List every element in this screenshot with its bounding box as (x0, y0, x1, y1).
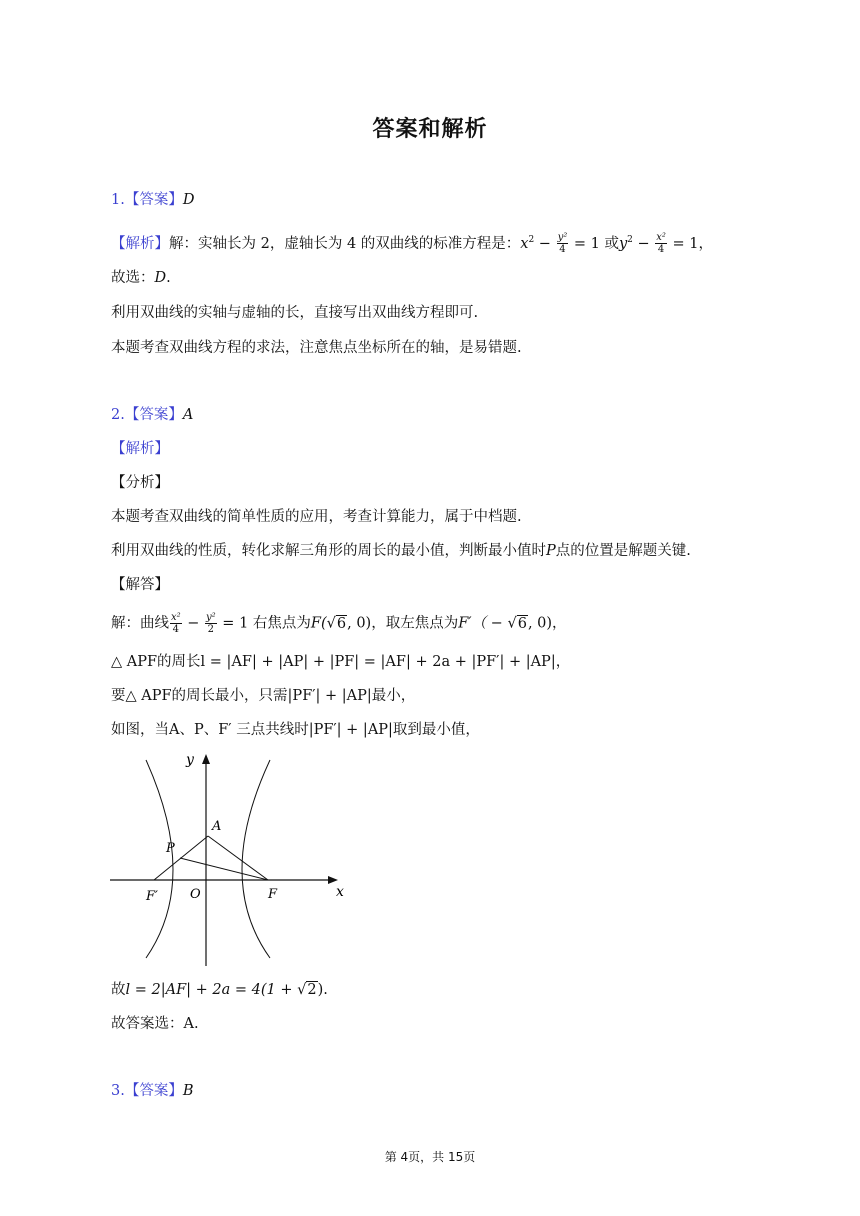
q2-analysis-line2-a: 利用双曲线的性质，转化求解三角形的周长的最小值，判断最小值时 (111, 543, 546, 559)
q3-answer-tag: 【答案】 (124, 1083, 183, 1099)
q1-eq1-denominator: 4 (559, 244, 566, 256)
q2-s1-focus2-end: , 0)， (527, 615, 567, 632)
q2-answer: A (182, 407, 194, 423)
q2-s1-prefix: 解：曲线 (111, 615, 169, 632)
q1-eq1-exp: 2 (528, 235, 535, 245)
y-axis-arrow (202, 754, 210, 764)
q1-choose-line (111, 268, 171, 288)
q2-conclusion-prefix: 故 (111, 982, 126, 998)
q2-s1-fraction2 (205, 612, 217, 635)
q2-conclusion-sqrt: 2 (307, 982, 317, 998)
q2-number: 2. (111, 407, 125, 423)
q2-analysis-line2 (111, 541, 691, 561)
page-footer: 第 4页，共 15页 (384, 1150, 476, 1164)
q1-method-line: 利用双曲线的实轴与虚轴的长，直接写出双曲线方程即可. (111, 305, 479, 321)
q1-or: 或 (604, 235, 619, 252)
hyperbola-left-branch (146, 760, 173, 958)
q1-answer-line (111, 190, 194, 210)
q2-solution-line4: 如图，当A、P、F′ 三点共线时|PF′| + |AP|取到最小值， (111, 722, 480, 738)
line-a-f (208, 836, 268, 880)
q1-eq2-denominator: 4 (657, 244, 665, 256)
q1-eq2-equals: = 1， (667, 235, 714, 252)
x-axis-arrow (328, 876, 338, 884)
q1-eq2-var: y (618, 235, 628, 252)
hyperbola-figure (110, 748, 350, 968)
q1-eq1-fraction (557, 232, 569, 255)
q2-answer-tag: 【答案】 (124, 407, 183, 423)
y-label: y (186, 752, 194, 768)
q1-eq2-exp: 2 (627, 235, 633, 245)
q1-eq2-minus: − (632, 235, 655, 252)
origin-label: O (190, 887, 201, 902)
q2-s1-minus: − (182, 615, 205, 632)
q1-solution-line (111, 230, 713, 255)
q1-eq1-var: x (520, 235, 529, 252)
q2-s1-den1: 4 (172, 624, 180, 635)
q2-s1-focus-end: , 0) (347, 615, 372, 632)
q2-final-line: 故答案选：A. (111, 1016, 199, 1032)
q1-answer-tag: 【答案】 (124, 192, 183, 208)
q1-eq2-fraction (655, 232, 667, 255)
q1-eq1-numerator: y² (557, 232, 568, 244)
line-p-f (180, 858, 268, 880)
q2-s1-num1: x² (171, 612, 181, 623)
q1-eq1-equals: = 1 (569, 235, 605, 252)
point-p-label: P (166, 841, 175, 856)
q1-solution-text: 解：实轴长为 2，虚轴长为 4 的双曲线的标准方程是： (169, 235, 521, 252)
q2-s1-fraction1 (170, 612, 182, 635)
q2-solution-tag: 【解答】 (111, 577, 169, 593)
q2-s1-mid: 右焦点为 (252, 615, 311, 632)
q2-s1-sqrt2: 6 (517, 615, 527, 632)
q1-review-line: 本题考查双曲线方程的求法，注意焦点坐标所在的轴，是易错题. (111, 340, 522, 356)
x-label: x (336, 884, 344, 900)
q1-number: 1. (111, 192, 125, 208)
hyperbola-right-branch (242, 760, 270, 958)
q1-choose-prefix: 故选： (111, 270, 155, 286)
q2-conclusion-end: ). (317, 982, 328, 998)
focus-f-label: F (268, 887, 278, 902)
q2-analysis-line2-b: 点的位置是解题关键. (555, 543, 691, 559)
q2-s1-focus: F( (310, 615, 327, 632)
q2-analysis-subheading: 【分析】 (111, 475, 169, 491)
focus-fprime-label: F′ (146, 889, 158, 904)
q3-answer-line (111, 1081, 194, 1101)
q1-analysis-tag: 【解析】 (111, 235, 169, 252)
q2-solution-line3: 要△ APF的周长最小，只需|PF′| + |AP|最小， (111, 688, 416, 704)
q2-s1-num2: y² (206, 612, 216, 623)
q2-s1-focus2: F′（ − (458, 615, 508, 632)
q2-s1-mid2: ，取左焦点为 (371, 615, 459, 632)
q1-choose-answer: D (154, 270, 167, 286)
q2-solution-line1: 解：曲线 $\frac{\text{x²}}{4}$ − $\frac{\text{y²}}{2}$ = 1 右焦点为F(√6, 0)，取左焦点为F′（ − √6, 0)， (111, 612, 567, 635)
q2-analysis-tag: 【解析】 (111, 441, 169, 457)
page-title: 答案和解析 (372, 117, 488, 142)
q1-eq1-minus: − (534, 235, 556, 252)
q1-choose-end: . (166, 270, 171, 286)
q2-s1-den2: 2 (207, 624, 215, 635)
q2-conclusion-line: 故l = 2|AF| + 2a = 4(1 + √2). (111, 982, 328, 998)
q2-solution-line2: △ APF的周长l = |AF| + |AP| + |PF| = |AF| + 2a + |PF′| + |AP|， (111, 654, 571, 670)
q1-answer: D (182, 192, 195, 208)
q1-eq2-numerator: x² (656, 232, 666, 244)
q2-s1-eq: = 1 (217, 615, 253, 632)
q3-number: 3. (111, 1083, 125, 1099)
q2-analysis-line1: 本题考查双曲线的简单性质的应用，考查计算能力，属于中档题. (111, 509, 522, 525)
q3-answer: B (182, 1083, 194, 1099)
q2-analysis-line2-p: P (546, 543, 556, 559)
q2-conclusion-math: l = 2|AF| + 2a = 4(1 + (125, 982, 298, 998)
q2-answer-line (111, 405, 193, 425)
point-a-label: A (212, 819, 222, 834)
q2-s1-sqrt: 6 (336, 615, 347, 632)
